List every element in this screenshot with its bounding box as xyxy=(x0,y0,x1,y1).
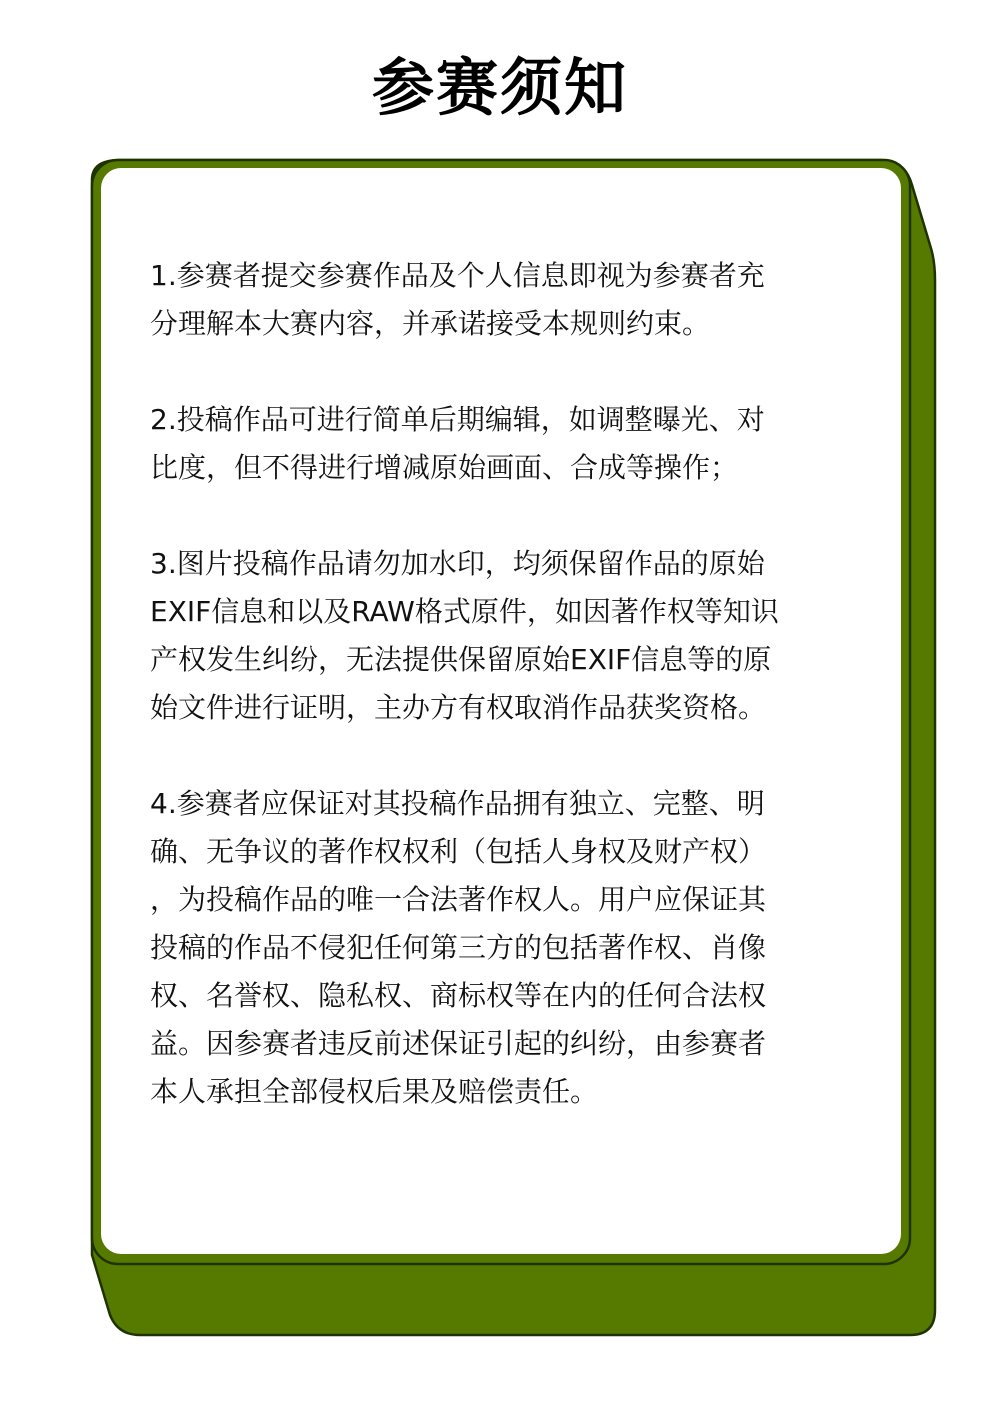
notice-item-1: 1.参赛者提交参赛作品及个人信息即视为参赛者充 分理解本大赛内容，并承诺接受本规则约束。 xyxy=(150,259,765,340)
notice-item-2: 2.投稿作品可进行简单后期编辑，如调整曝光、对 比度，但不得进行增减原始画面、合成等操作； xyxy=(150,403,765,484)
page-title: 参赛须知 xyxy=(371,51,628,124)
notice-list xyxy=(150,252,850,1164)
notice-item-4: 4.参赛者应保证对其投稿作品拥有独立、完整、明 确、无争议的著作权权利（包括人身权及财产权） ，为投稿作品的唯一合法著作权人。用户应保证其 投稿的作品不侵犯任何第三方的包括著作权、肖像 权、名誉权、隐私权、商标权等在内的任何合法权 益。因参赛者违反前述保证引起的纠纷，由参赛者 本人承担全部侵权后果及赔偿责任。 xyxy=(150,787,767,1108)
notice-item-3: 3.图片投稿作品请勿加水印，均须保留作品的原始 EXIF信息和以及RAW格式原件，如因著作权等知识 产权发生纠纷，无法提供保留原始EXIF信息等的原 始文件进行证明，主办方有权取消作品获奖资格。 xyxy=(150,547,779,724)
